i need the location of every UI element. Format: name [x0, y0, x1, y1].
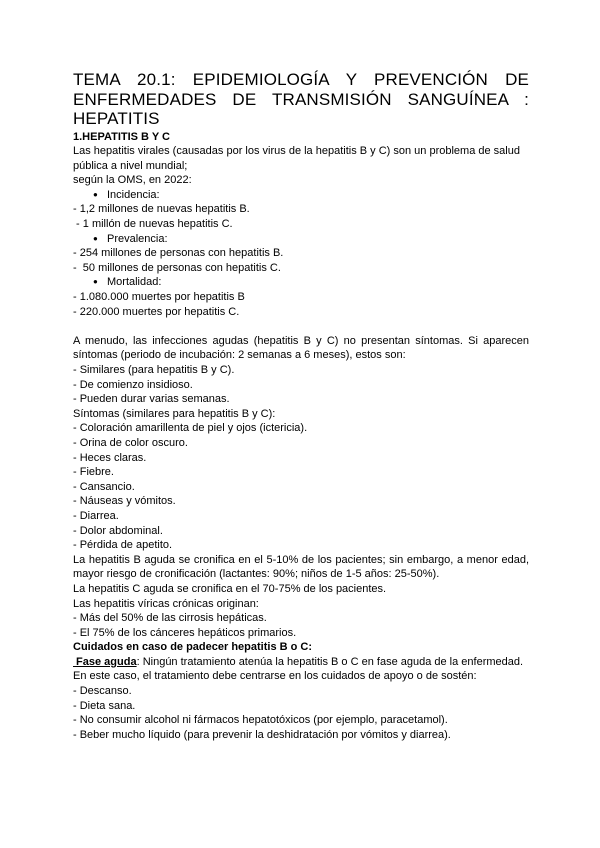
list-item: - Pérdida de apetito. — [73, 539, 173, 552]
list-item: - Heces claras. — [73, 451, 147, 464]
list-item: - Cansancio. — [73, 480, 135, 493]
paragraph-line: mayor riesgo de cronificación (lactantes: 90%; niños de 1-5 años: 25-50%). — [73, 568, 440, 581]
list-item: - 1.080.000 muertes por hepatitis B — [73, 291, 245, 304]
fase-aguda-line — [73, 655, 529, 670]
intro-line-1: Las hepatitis virales (causadas por los virus de la hepatitis B y C) son un problema de salud — [73, 145, 520, 158]
list-item: - Fiebre. — [73, 466, 114, 479]
paragraph-line: síntomas (periodo de incubación: 2 semanas a 6 meses), estos son: — [73, 349, 406, 362]
title-line-1: TEMA 20.1: EPIDEMIOLOGÍA Y PREVENCIÓN DE — [73, 70, 529, 89]
list-item: - Descanso. — [73, 685, 132, 698]
section-heading-cuidados: Cuidados en caso de padecer hepatitis B o C: — [73, 641, 312, 654]
list-item: - Similares (para hepatitis B y C). — [73, 364, 235, 376]
list-item: - Náuseas y vómitos. — [73, 495, 176, 508]
list-item: - Dolor abdominal. — [73, 524, 163, 537]
list-item: - No consumir alcohol ni fármacos hepatotóxicos (por ejemplo, paracetamol). — [73, 714, 448, 727]
bullet-incidencia: ● Incidencia: — [73, 188, 529, 203]
title-line-3: HEPATITIS — [73, 109, 160, 128]
document-page — [73, 70, 529, 742]
list-item: - 50 millones de personas con hepatitis C. — [73, 261, 281, 274]
list-item: - Beber mucho líquido (para prevenir la deshidratación por vómitos y diarrea). — [73, 728, 451, 741]
list-item: - Orina de color oscuro. — [73, 436, 188, 449]
paragraph-cronificacion-b — [73, 553, 529, 582]
list-item: - 1 millón de nuevas hepatitis C. — [73, 218, 233, 231]
title-line-2: ENFERMEDADES DE TRANSMISIÓN SANGUÍNEA : — [73, 89, 529, 109]
fase-aguda-label: Fase aguda — [73, 655, 137, 668]
list-item: - De comienzo insidioso. — [73, 378, 193, 391]
intro-line-2: pública a nivel mundial; — [73, 159, 188, 172]
list-item: - 254 millones de personas con hepatitis B. — [73, 247, 284, 260]
sintomas-label: Síntomas (similares para hepatitis B y C): — [73, 407, 276, 420]
paragraph-line: La hepatitis B aguda se cronifica en el 5-10% de los pacientes; sin embargo, a menor edad, — [73, 553, 529, 566]
list-item: - Dieta sana. — [73, 699, 136, 712]
bullet-mortalidad: ● Mortalidad: — [73, 275, 529, 290]
paragraph-infecciones-agudas — [73, 334, 529, 363]
list-item: - Pueden durar varias semanas. — [73, 393, 230, 406]
fase-aguda-text: : Ningún tratamiento atenúa la hepatitis B o C en fase aguda de la enfermedad. — [136, 655, 524, 668]
paragraph-cronificacion-c: La hepatitis C aguda se cronifica en el 70-75% de los pacientes. — [73, 582, 387, 595]
paragraph-line: A menudo, las infecciones agudas (hepatitis B y C) no presentan síntomas. Si aparecen — [73, 334, 529, 347]
section-heading-hepatitis-b-c: 1.HEPATITIS B Y C — [73, 130, 170, 143]
tratamiento-line: En este caso, el tratamiento debe centrarse en los cuidados de apoyo o de sostén: — [73, 670, 477, 683]
intro-line-3: según la OMS, en 2022: — [73, 174, 192, 187]
bullet-prevalencia: ● Prevalencia: — [73, 232, 529, 247]
list-item: - Coloración amarillenta de piel y ojos (ictericia). — [73, 422, 308, 435]
spacer — [73, 319, 529, 334]
list-item: - Más del 50% de las cirrosis hepáticas. — [73, 612, 267, 625]
list-item: - El 75% de los cánceres hepáticos primarios. — [73, 626, 297, 639]
list-item: - 220.000 muertes por hepatitis C. — [73, 305, 240, 318]
list-item: - Diarrea. — [73, 509, 119, 522]
list-item: - 1,2 millones de nuevas hepatitis B. — [73, 203, 250, 216]
cronicas-label: Las hepatitis víricas crónicas originan: — [73, 597, 259, 610]
page-title — [73, 70, 529, 129]
